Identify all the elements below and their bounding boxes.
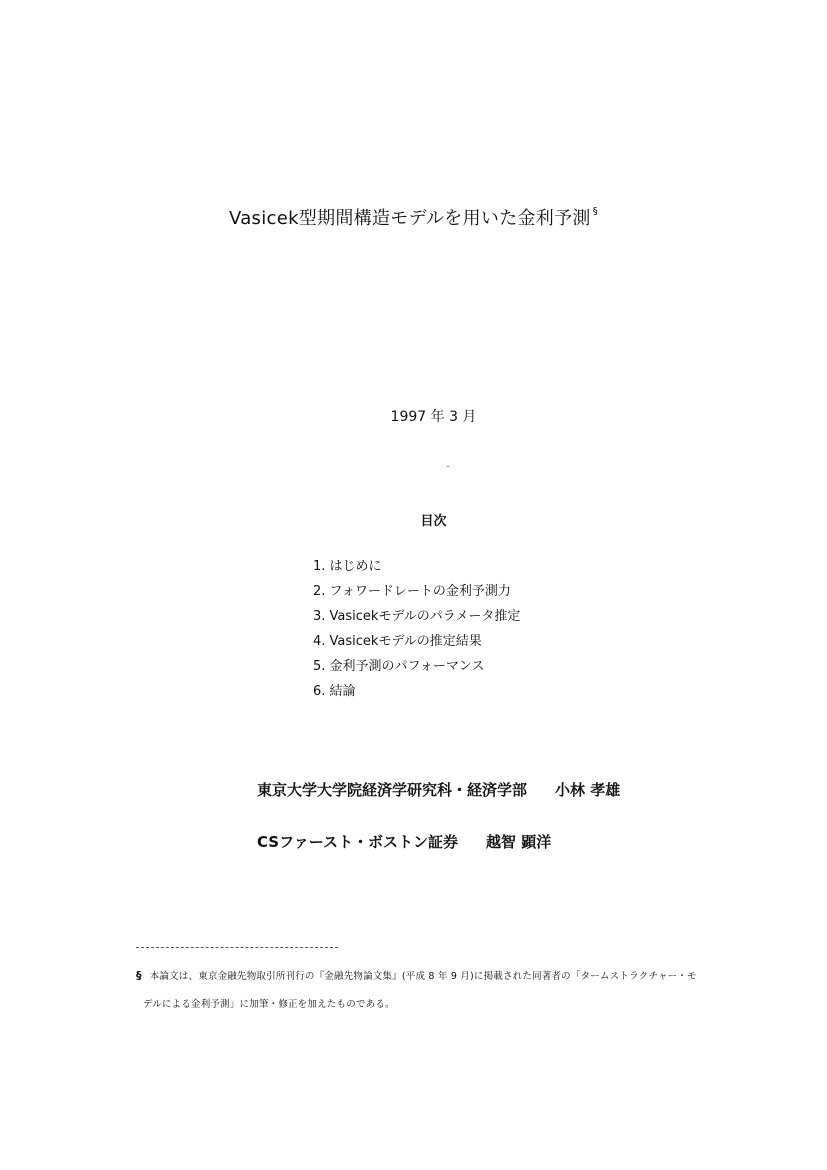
stray-dot (447, 466, 449, 467)
table-of-contents (313, 558, 520, 708)
toc-item: 5. 金利予測のパフォーマンス (313, 659, 485, 674)
toc-item: 1. はじめに (313, 559, 382, 574)
footnote-text: 本論文は、東京金融先物取引所刊行の『金融先物論文集』(平成 8 年 9 月)に掲載された同著者の「タームストラクチャー・モ (149, 971, 697, 982)
author-affiliation: CSファースト・ボストン証券 (257, 833, 459, 851)
footnote-rule (136, 947, 338, 948)
toc-item: 4. Vasicekモデルの推定結果 (313, 634, 482, 649)
title-footnote-mark: § (592, 206, 599, 217)
footnote-mark: § (136, 969, 142, 982)
publication-date: 1997 年 3 月 (390, 409, 477, 425)
author-line-1 (257, 779, 620, 800)
author-line-2 (257, 831, 551, 852)
toc-item: 2. フォワードレートの金利予測力 (313, 584, 511, 599)
title-text: Vasicek型期間構造モデルを用いた金利予測 (228, 208, 591, 229)
footnote-line-1 (136, 968, 697, 982)
author-name: 小林 孝雄 (555, 781, 621, 799)
toc-item: 3. Vasicekモデルのパラメータ推定 (313, 609, 521, 624)
author-affiliation: 東京大学大学院経済学研究科・経済学部 (257, 781, 528, 799)
toc-heading: 目次 (420, 514, 447, 529)
author-name: 越智 顕洋 (486, 833, 552, 851)
document-title (0, 204, 827, 230)
toc-item: 6. 結論 (313, 684, 356, 699)
footnote-line-2: デルによる金利予測」に加筆・修正を加えたものである。 (143, 999, 395, 1010)
